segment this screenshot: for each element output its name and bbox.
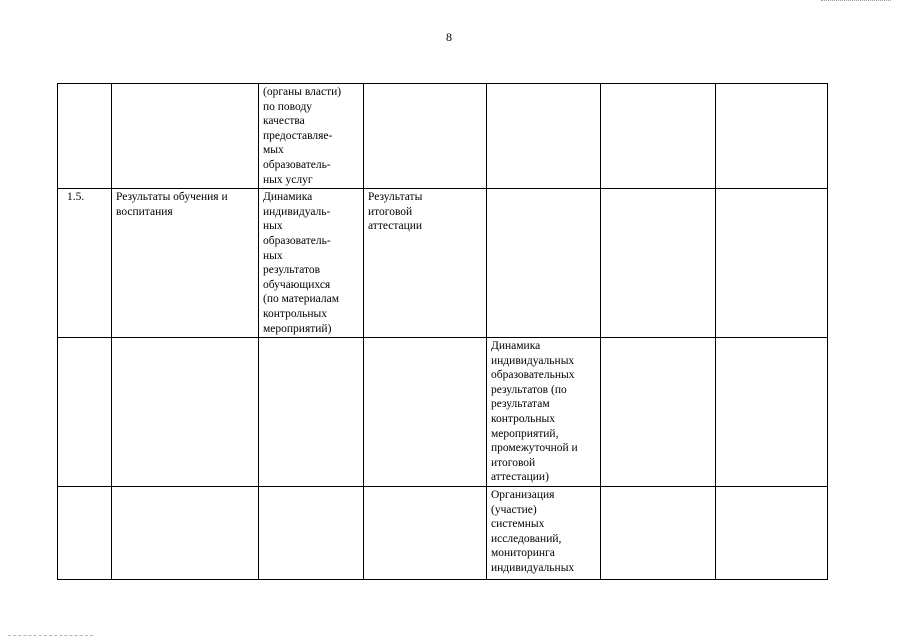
table-cell-source [364,84,487,189]
scan-edge-mark [821,0,891,1]
table-row [58,338,828,487]
table-cell-col6 [601,189,716,338]
table-cell-source [364,487,487,580]
table-cell-number: 1.5. [58,189,112,338]
table-cell-criterion: Результаты обучения и воспитания [112,189,259,338]
table-cell-indicator: Динамика индивидуаль- ных образователь- ных результатов обучающихся (по материалам контрольных мероприятий) [259,189,364,338]
table-cell-number [58,338,112,487]
table-cell-col7 [716,487,828,580]
scan-footer-mark [8,635,93,636]
table-cell-method [487,84,601,189]
table-cell-source [364,338,487,487]
table-cell-criterion [112,338,259,487]
table-row [58,189,828,338]
table-cell-number [58,84,112,189]
table-cell-criterion [112,84,259,189]
table-cell-col7 [716,189,828,338]
page-number: 8 [446,30,452,44]
table-cell-method [487,189,601,338]
table-cell-col7 [716,338,828,487]
table-cell-indicator [259,487,364,580]
table-cell-indicator: (органы власти) по поводу качества предоставляе- мых образователь- ных услуг [259,84,364,189]
table-row [58,84,828,189]
table-cell-indicator [259,338,364,487]
table-cell-col6 [601,338,716,487]
table-row [58,487,828,580]
table-cell-criterion [112,487,259,580]
table-cell-method: Организация (участие) системных исследований, мониторинга индивидуальных [487,487,601,580]
table-cell-col6 [601,487,716,580]
table-cell-source: Результаты итоговой аттестации [364,189,487,338]
table-cell-number [58,487,112,580]
table-cell-col6 [601,84,716,189]
table-cell-col7 [716,84,828,189]
table-cell-method: Динамика индивидуальных образовательных результатов (по результатам контрольных мероприятий, промежуточной и итоговой аттестации) [487,338,601,487]
indicators-table [57,83,828,580]
